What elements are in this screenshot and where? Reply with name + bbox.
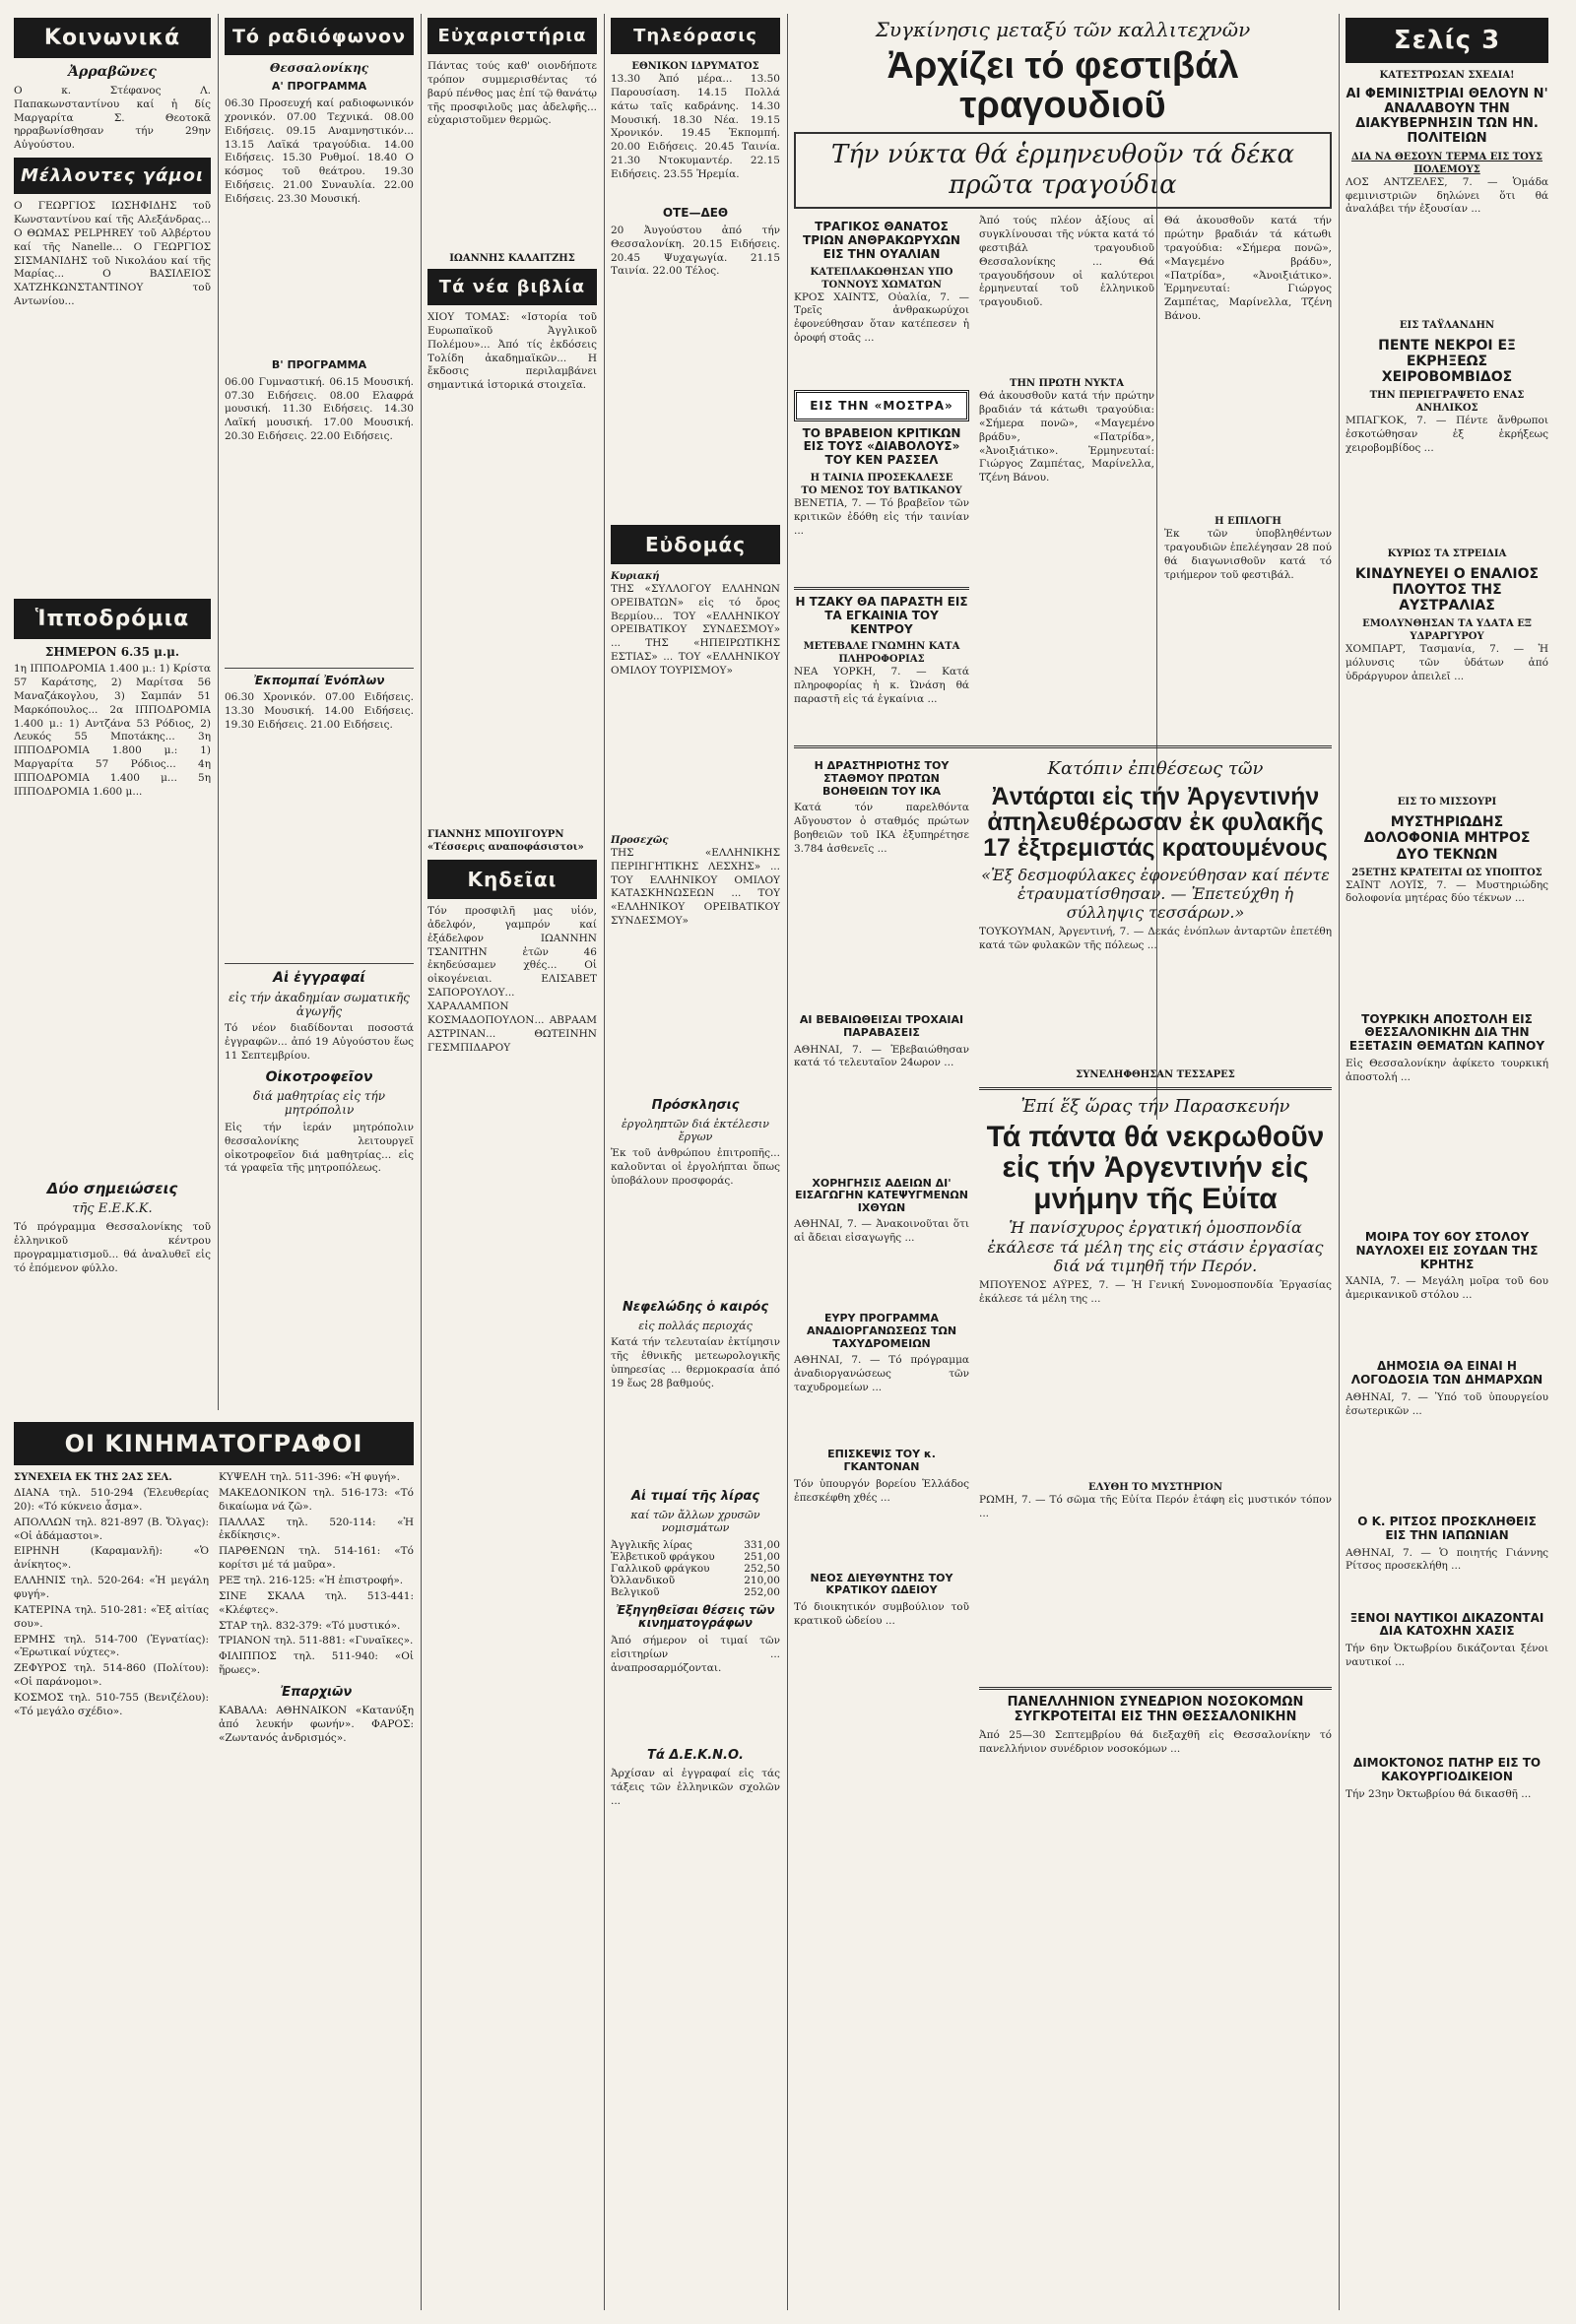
funerals-section-title: Κηδεῖαι [427,860,597,899]
mostra-text: ΒΕΝΕΤΙΑ, 7. — Τό βραβεῖον τῶν κριτικῶν ἐδόθη εἰς τήν ταινίαν ... [794,496,969,537]
argentina-stories [979,754,1332,1761]
radio-section-title: Τό ραδιόφωνον [225,18,414,55]
traffic-headline: ΑΙ ΒΕΒΑΙΩΘΕΙΣΑΙ ΤΡΟΧΑΙΑΙ ΠΑΡΑΒΑΣΕΙΣ [799,1013,964,1039]
conservatory-headline: ΝΕΟΣ ΔΙΕΥΘΥΝΤΗΣ ΤΟΥ ΚΡΑΤΙΚΟΥ ΩΔΕΙΟΥ [810,1571,953,1597]
first-night-text: Θά ἀκουσθοῦν κατά τήν πρώτην βραδιάν τά κάτωθι τραγούδια: «Σήμερα πονῶ», «Μαγεμένο βράδυ», «Πατρίδα», «Ἀνοιξιάτικο». Ἑρμηνευταί: Γιώργος Ζαμπέτας, Μαρίνελλα, Τζένη Βάνου. [979,390,1154,484]
gold-price-row: Ὀλλανδικοῦ 210,00 [611,1574,780,1586]
cinema-listing: ΚΥΨΕΛΗ τηλ. 511-396: «Ἡ φυγή». [219,1471,400,1483]
invitation-subheading: ἐργοληπτῶν διά ἐκτέλεσιν ἔργων [622,1117,769,1143]
mostra-subheadline-2: ΤΟ ΜΕΝΟΣ ΤΟΥ ΒΑΤΙΚΑΝΟΥ [801,484,962,496]
festival-headline: Ἀρχίζει τό φεστιβάλ τραγουδιοῦ [886,45,1239,126]
gold-prices-subheading: καί τῶν ἄλλων χρυσῶν νομισμάτων [630,1509,760,1535]
week-text: ΤΗΣ «ΣΥΛΛΟΓΟΥ ΕΛΛΗΝΩΝ ΟΡΕΙΒΑΤΩΝ» εἰς τό ὄρος Βερμίου... ΤΟΥ «ΕΛΛΗΝΙΚΟΥ ΟΡΕΙΒΑΤΙΚΟΥ ΣΥΝΔΕΣΜΟΥ» ... ΤΗΣ «ΗΠΕΙΡΩΤΙΚΗΣ ΕΣΤΙΑΣ» ... ΤΟΥ «ΕΛΛΗΝΙΚΟΥ ΟΜΙΛΟΥ ΤΟΥΡΙΣΜΟΥ» [611,582,780,677]
column-thanks [427,14,597,2298]
selection-heading: Η ΕΠΙΛΟΓΗ [1215,516,1281,528]
mostra-box: ΕΙΣ ΤΗΝ «ΜΟΣΤΡΑ» [794,390,969,421]
column-rule [218,14,219,1410]
gold-price-row: Ἑλβετικοῦ φράγκου 251,00 [611,1550,780,1563]
nurses-congress-text: Ἀπό 25—30 Σεπτεμβρίου θά διεξαχθῆ εἰς Θεσσαλονίκην τό πανελλήνιον συνέδριον νοσοκόμων ... [979,1728,1332,1755]
cinema-listing: ΡΕΞ τηλ. 216-125: «Ἡ ἐπιστροφή». [219,1575,404,1587]
postal-text: ΑΘΗΝΑΙ, 7. — Τό πρόγραμμα ἀναδιοργανώσεως τῶν ταχυδρομείων ... [794,1354,969,1394]
cinemas-intro: ΣΥΝΕΧΕΙΑ ΕΚ ΤΗΣ 2ΑΣ ΣΕΛ. [14,1472,172,1483]
argentina-text: ΤΟΥΚΟΥΜΑΝ, Ἀργεντινή, 7. — Δεκάς ἐνόπλων ἀνταρτῶν ἐπετέθη κατά τῶν φυλακῶν τῆς πόλεως ... [979,926,1332,952]
ika-headline: Η ΔΡΑΣΤΗΡΙΟΤΗΣ ΤΟΥ ΣΤΑΘΜΟΥ ΠΡΩΤΩΝ ΒΟΗΘΕΙΩΝ ΤΟΥ ΙΚΑ [814,759,950,798]
social-section-title: Κοινωνικά [14,18,211,58]
radio-program-b-text: 06.00 Γυμναστική. 06.15 Μουσική. 07.30 Ειδήσεις. 08.00 Ελαφρά μουσική. 11.30 Ειδήσεις. 14.30 Λαϊκή μουσική. 17.00 Μουσική. 20.30 Ειδήσεις. 22.00 Ειδήσεις. [225,375,414,443]
divider [794,587,969,590]
ritsos-headline: Ο Κ. ΡΙΤΣΟΣ ΠΡΟΣΚΛΗΘΕΙΣ ΕΙΣ ΤΗΝ ΙΑΠΩΝΙΑΝ [1357,1514,1537,1542]
cinema-listing: ΚΑΤΕΡΙΝΑ τηλ. 510-281: «Ἐξ αἰτίας σου». [14,1603,209,1630]
sailors-text: Τήν 6ην Ὀκτωβρίου δικάζονται ξένοι ναυτικοί ... [1346,1643,1548,1669]
father-headline: ΔΙΜΟΚΤΟΝΟΣ ΠΑΤΗΡ ΕΙΣ ΤΟ ΚΑΚΟΥΡΓΙΟΔΙΚΕΙΟΝ [1352,1756,1542,1783]
sailors-headline: ΞΕΝΟΙ ΝΑΥΤΙΚΟΙ ΔΙΚΑΖΟΝΤΑΙ ΔΙΑ ΚΑΤΟΧΗΝ ΧΑΣΙΣ [1349,1610,1544,1639]
provinces-text: ΚΑΒΑΛΑ: ΑΘΗΝΑΙΚΟΝ «Κατανύξη ἀπό λευκήν φωνήν». ΦΑΡΟΣ: «Ζωντανός ἀνδρισμός». [219,1704,414,1744]
weddings-section-title: Μέλλοντες γάμοι [14,158,211,194]
divider [979,1087,1332,1090]
mayors-headline: ΔΗΜΟΣΙΑ ΘΑ ΕΙΝΑΙ Η ΛΟΓΟΔΟΣΙΑ ΤΩΝ ΔΗΜΑΡΧΩΝ [1350,1359,1543,1388]
divider [979,1687,1332,1690]
thanks-text: Πάντας τούς καθ' οιονδήποτε τρόπον συμμερισθέντας τό βαρύ πένθος μας ἐπί τῷ θανάτῳ τῆς προσφιλοῦς μας ἀδελφῆς... εὐχαριστοῦμεν θερμῶς. [427,60,597,127]
evita-headline: Τά πάντα θά νεκρωθοῦν εἰς τήν Ἀργεντινήν εἰς μνήμην τῆς Εὐίτα [986,1120,1325,1215]
miners-headline: ΤΡΑΓΙΚΟΣ ΘΑΝΑΤΟΣ ΤΡΙΩΝ ΑΝΘΡΑΚΩΡΥΧΩΝ ΕΙΣ ΤΗΝ ΟΥΑΛΙΑΝ [803,220,960,261]
armed-forces-text: 06.30 Χρονικόν. 07.00 Ειδήσεις. 13.30 Μουσική. 14.00 Ειδήσεις. 19.30 Ειδήσεις. 21.00 Ειδήσεις. [225,691,414,732]
weather-subheading: εἰς πολλάς περιοχάς [638,1320,753,1333]
gold-prices-table [611,1539,780,1598]
center-news [794,14,1332,2298]
upcoming-heading: Προσεχῶς [611,834,669,846]
radio-city: Θεσσαλονίκης [269,61,369,75]
weather-text: Κατά τήν τελευταίαν ἐκτίμησιν τῆς ἐθνικῆς μετεωρολογικῆς ὑπηρεσίας ... θερμοκρασία ἀπό 19 ἕως 28 βαθμούς. [611,1336,780,1389]
cinema-listing: ΣΙΝΕ ΣΚΑΛΑ τηλ. 513-441: «Κλέφτες». [219,1589,414,1616]
boarding-heading: Οἰκοτροφεῖον [265,1068,373,1085]
mostra-headline: ΤΟ ΒΡΑΒΕΙΟΝ ΚΡΙΤΙΚΩΝ ΕΙΣ ΤΟΥΣ «ΔΙΑΒΟΛΟΥΣ» ΤΟΥ ΚΕΝ ΡΑΣΣΕΛ [802,425,961,468]
cinema-prices-text: Ἀπό σήμερον οἱ τιμαί τῶν εἰσιτηρίων ... ἀναπροσαρμόζονται. [611,1635,780,1674]
two-notes-subheading: τῆς Ε.Ε.Κ.Κ. [72,1201,153,1217]
dekno-text: Ἀρχίσαν αἱ ἐγγραφαί εἰς τάς τάξεις τῶν ἑλληνικῶν σχολῶν ... [611,1768,780,1807]
cinema-listing: ΣΤΑΡ τηλ. 832-379: «Τό μυστικό». [219,1619,401,1632]
gold-price-row: Βελγικοῦ 252,00 [611,1585,780,1598]
evita-subheadline: Ἡ πανίσχυρος ἐργατική ὁμοσπονδία ἐκάλεσε τά μέλη της εἰς στάσιν ἐργασίας διά νά τιμηθῆ τήν Περόν. [987,1218,1324,1275]
radio-program-b-heading: Β' ΠΡΟΓΡΑΜΜΑ [271,358,367,372]
column-rule [787,14,788,2310]
armed-forces-heading: Ἐκπομπαί Ἐνόπλων [253,673,385,687]
australia-text: ΧΟΜΠΑΡΤ, Τασμανία, 7. — Ἡ μόλυνσις τῶν ὑδάτων ἀπό ὑδράργυρον ἀπειλεῖ ... [1346,643,1548,683]
murder-text: ΣΑΪΝΤ ΛΟΥΪΣ, 7. — Μυστηριώδης δολοφονία μητέρας δύο τέκνων ... [1346,878,1548,905]
father-text: Τήν 23ην Ὀκτωβρίου θά δικασθῆ ... [1346,1787,1532,1800]
cinema-listing: ΕΙΡΗΝΗ (Καραμανλῆ): «Ὁ ἀνίκητος». [14,1545,209,1572]
mystery-text: ΡΩΜΗ, 7. — Τό σῶμα τῆς Εὐίτα Περόν ἐτάφη εἰς μυστικόν τόπον ... [979,1493,1332,1519]
tv-station: ΕΘΝΙΚΟΝ ΙΔΡΥΜΑΤΟΣ [631,61,759,72]
cinema-listing: ΖΕΦΥΡΟΣ τηλ. 514-860 (Πολίτου): «Οἱ παράνομοι». [14,1662,209,1689]
oysters-kicker: ΚΥΡΙΩΣ ΤΑ ΣΤΡΕΙΔΙΑ [1387,549,1507,560]
feminists-subheadline: ΔΙΑ ΝΑ ΘΕΣΟΥΝ ΤΕΡΜΑ ΕΙΣ ΤΟΥΣ ΠΟΛΕΜΟΥΣ [1350,151,1543,175]
newspaper-page [14,14,1562,2310]
feminists-kicker: ΚΑΤΕΣΤΡΩΣΑΝ ΣΧΕΔΙΑ! [1379,70,1515,81]
cinema-listing: ΑΠΟΛΛΩΝ τηλ. 821-897 (Β. Ὄλγας): «Οἱ ἀδάμαστοι». [14,1516,209,1542]
divider [225,963,414,964]
ritsos-text: ΑΘΗΝΑΙ, 7. — Ὁ ποιητής Γιάννης Ρίτσος προσεκλήθη ... [1346,1546,1548,1573]
thanks-section-title: Εὐχαριστήρια [427,18,597,54]
funerals-text: Τόν προσφιλῆ μας υἱόν, ἀδελφόν, γαμπρόν καί ἐξάδελφον ΙΩΑΝΝΗΝ ΤΣΑΝΙΤΗΝ ἐτῶν 46 ἐκηδεύσαμεν χθές... Οἱ οἰκογένειαι. ΕΛΙΣΑΒΕΤ ΣΑΠΟΡΟΥΛΟΥ... ΧΑΡΑΛΑΜΠΟΝ ΚΟΣΜΑΔΟΠΟΥΛΟΝ... ΑΒΡΑΑΜ ΑΣΤΡΙΝΑΝ... ΘΩΤΕΙΝΗΝ ΓΕΣΜΠΙΔΑΡΟΥ [427,905,597,1054]
cinemas-title: ΟΙ ΚΙΝΗΜΑΤΟΓΡΑΦΟΙ [14,1422,414,1465]
grenade-text: ΜΠΑΓΚΟΚ, 7. — Πέντε ἄνθρωποι ἐσκοτώθησαν ἐξ ἐκρήξεως χειροβομβίδος ... [1346,415,1548,454]
registration-heading: Αἱ ἐγγραφαί [273,970,365,987]
cinema-prices-heading: Ἐξηγηθεῖσαι θέσεις τῶν κινηματογράφων [616,1602,775,1631]
invitation-text: Ἐκ τοῦ ἀνθρώπου ἐπιτροπῆς... καλοῦνται οἱ ἐργολήπται ὅπως ὑποβάλουν προσφοράς. [611,1147,780,1187]
feminists-text: ΛΟΣ ΑΝΤΖΕΛΕΣ, 7. — Ὁμάδα φεμινιστριῶν δηλώνει ὅτι θά ἀναλάβει τήν ἐξουσίαν ... [1346,175,1548,216]
first-night-heading: ΤΗΝ ΠΡΩΤΗ ΝΥΚΤΑ [1010,378,1124,390]
turkish-headline: ΤΟΥΡΚΙΚΗ ΑΠΟΣΤΟΛΗ ΕΙΣ ΘΕΣΣΑΛΟΝΙΚΗΝ ΔΙΑ ΤΗΝ ΕΞΕΤΑΣΙΝ ΘΕΜΑΤΩΝ ΚΑΠΝΟΥ [1348,1011,1545,1054]
festival-subheadline: Τήν νύκτα θά ἑρμηνευθοῦν τά δέκα πρῶτα τραγούδια [794,132,1332,209]
tv-text: 13.30 Ἀπό μέρα... 13.50 Παρουσίαση. 14.15 Πολλά κάτω ταῖς καδράνης. 14.30 Μουσική. 18.30 Νέα. 19.15 Χρονικόν. 19.45 Ἐκπομπή. 20.00 Ειδήσεις. 20.45 Ταινία. 21.30 Ντοκυμαντέρ. 22.15 Ειδήσεις. 23.55 Ἠρεμία. [611,73,780,181]
thailand-kicker: ΕΙΣ ΤΑΫΛΑΝΔΗΝ [1399,319,1495,331]
conservatory-text: Τό διοικητικόν συμβούλιον τοῦ κρατικοῦ ὠδείου ... [794,1600,969,1627]
cinema-listing: ΚΟΣΜΟΣ τηλ. 510-755 (Βενιζέλου): «Τό μεγάλο σχέδιο». [14,1692,209,1717]
cinema-listing: ΜΑΚΕΔΟΝΙΚΟΝ τηλ. 516-173: «Τό δικαίωμα νά ζῶ». [219,1486,414,1513]
argentina-subheadline: «Ἐξ δεσμοφύλακες ἐφονεύθησαν καί πέντε ἐτραυματίσθησαν. — Ἐπετεύχθη ἡ σύλληψις τεσσάρων.» [981,865,1330,923]
divider [225,668,414,669]
column-rule [604,14,605,2310]
radio-program-a-heading: Α' ΠΡΟΓΡΑΜΜΑ [271,80,367,94]
festival-text: Ἀπό τούς πλέον ἀξίους αἱ συγκλίνουσαι τῆς νύκτα κατά τό φεστιβάλ τραγουδιοῦ Θεσσαλονίκης ... Θά τραγουδήσουν οἱ καλύτεροι ἑρμηνευταί τοῦ ἑλληνικοῦ τραγουδιοῦ. [979,215,1154,309]
cinema-listing: ΤΡΙΑΝΟΝ τηλ. 511-881: «Γυναῖκες». [219,1635,414,1647]
radio-program-a-text: 06.30 Προσευχή καί ραδιοφωνικόν χρονικόν. 07.00 Τεχνικά. 08.00 Ειδήσεις. 09.15 Αναμνηστικόν... 13.15 Λαϊκά τραγούδια. 14.00 Ειδήσεις. 15.30 Ρυθμοί. 18.40 Ο κόσμος τοῦ θεάτρου. 19.30 Ειδήσεις. 21.00 Συναυλία. 22.00 Ειδήσεις. 23.30 Μουσική. [225,97,414,206]
jackie-text: ΝΕΑ ΥΟΡΚΗ, 7. — Κατά πληροφορίας ἡ κ. Ὠνάση θά παραστῆ εἰς τά ἐγκαίνια ... [794,666,969,706]
grenade-subheadline: ΤΗΝ ΠΕΡΙΕΓΡΑΨΕΤΟ ΕΝΑΣ ΑΝΗΛΙΚΟΣ [1369,390,1525,415]
cinema-listing: ΠΑΛΛΑΣ τηλ. 520-114: «Ἡ ἐκδίκησις». [219,1516,414,1542]
new-books-text: ΧΙΟΥ ΤΟΜΑΣ: «Ιστορία τοῦ Ευρωπαϊκοῦ Ἀγγλικοῦ Πολέμου»... Ἀπό τίς ἐκδόσεις Τολίδη ἀκαδημαϊκῶν... Η ἔκδοσις περιλαμβάνει σημαντικά ἱστορικά στοιχεῖα. [427,311,597,392]
divider [794,745,1332,748]
boarding-text: Εἰς τήν ἱεράν μητρόπολιν θεσσαλονίκης λειτουργεῖ οἰκοτροφεῖον διά μαθητρίας... εἰς τά γραφεῖα τῆς μητροπόλεως. [225,1121,414,1175]
feminists-headline: ΑΙ ΦΕΜΙΝΙΣΤΡΙΑΙ ΘΕΛΟΥΝ Ν' ΑΝΑΛΑΒΟΥΝ ΤΗΝ ΔΙΑΚΥΒΕΡΝΗΣΙΝ ΤΩΝ ΗΝ. ΠΟΛΙΤΕΙΩΝ [1346,87,1548,146]
horse-racing-title: Ἱπποδρόμια [14,599,211,639]
week-subheading: Κυριακή [611,570,660,582]
cinemas-column-right [219,1471,414,1748]
arrests-heading: ΣΥΝΕΛΗΦΘΗΣΑΝ ΤΕΣΣΑΡΕΣ [1076,1069,1235,1081]
provinces-heading: Ἐπαρχιῶν [280,1685,353,1701]
mostra-subheadline: Η ΤΑΙΝΙΑ ΠΡΟΣΕΚΑΛΕΣΕ [810,472,953,484]
brief-news [794,754,969,1761]
column-radio [225,14,414,1402]
two-notes-heading: Δύο σημειώσεις [46,1180,178,1198]
festival-continuation [1164,215,1332,740]
invitation-heading: Πρόσκλησις [651,1097,740,1113]
engagements-heading: Ἀρραβῶνες [68,64,157,80]
australia-headline: ΚΙΝΔΥΝΕΥΕΙ Ο ΕΝΑΛΙΟΣ ΠΛΟΥΤΟΣ ΤΗΣ ΑΥΣΤΡΑΛΙΑΣ [1354,566,1540,614]
dekno-heading: Τά Δ.Ε.Κ.Ν.Ο. [647,1748,744,1764]
evita-text: ΜΠΟΥΕΝΟΣ ΑΫΡΕΣ, 7. — Ἡ Γενική Συνομοσπονδία Ἐργασίας ἐκάλεσε τά μέλη της ... [979,1278,1332,1305]
cinema-listing: ΕΛΛΗΝΙΣ τηλ. 520-264: «Ἡ μεγάλη φυγή». [14,1575,209,1601]
jackie-headline: Η ΤΖΑΚΥ ΘΑ ΠΑΡΑΣΤΗ ΕΙΣ ΤΑ ΕΓΚΑΙΝΙΑ ΤΟΥ ΚΕΝΤΡΟΥ [795,594,968,636]
murder-subheadline: 25ΕΤΗΣ ΚΡΑΤΕΙΤΑΙ ΩΣ ΥΠΟΠΤΟΣ [1351,867,1543,878]
festival-kicker: Συγκίνησις μεταξύ τῶν καλλιτεχνῶν [875,18,1251,41]
registration-text: Τό νέον διαδίδονται ποσοστά ἐγγραφῶν... ἀπό 19 Αὐγούστου ἕως 11 Σεπτεμβρίου. [225,1022,414,1063]
ote-heading: ΟΤΕ—ΔΕΘ [662,206,729,220]
tv-section-title: Τηλεόρασις [611,18,780,54]
visit-headline: ΕΠΙΣΚΕΨΙΣ ΤΟΥ κ. ΓΚΑΝΤΟΝΑΝ [827,1448,936,1474]
jackie-subheadline: ΜΕΤΕΒΑΛΕ ΓΝΩΜΗΝ ΚΑΤΑ ΠΛΗΡΟΦΟΡΙΑΣ [803,641,960,666]
fish-headline: ΧΟΡΗΓΗΣΙΣ ΑΔΕΙΩΝ ΔΙ' ΕΙΣΑΓΩΓΗΝ ΚΑΤΕΨΥΓΜΕΝΩΝ ΙΧΘΥΩΝ [795,1176,968,1214]
upcoming-text: ΤΗΣ «ΕΛΛΗΝΙΚΗΣ ΠΕΡΙΗΓΗΤΙΚΗΣ ΛΕΣΧΗΣ» ... ΤΟΥ ΕΛΛΗΝΙΚΟΥ ΟΜΙΛΟΥ ΚΑΤΑΣΚΗΝΩΣΕΩΝ ... ΤΟΥ «ΕΛΛΗΝΙΚΟΥ ΟΡΕΙΒΑΤΙΚΟΥ ΣΥΝΔΕΣΜΟΥ» [611,846,780,928]
missouri-kicker: ΕΙΣ ΤΟ ΜΙΣΣΟΥΡΙ [1397,797,1497,808]
murder-headline: ΜΥΣΤΗΡΙΩΔΗΣ ΔΟΛΟΦΟΝΙΑ ΜΗΤΡΟΣ ΔΥΟ ΤΕΚΝΩΝ [1363,814,1531,863]
grenade-headline: ΠΕΝΤΕ ΝΕΚΡΟΙ ΕΞ ΕΚΡΗΞΕΩΣ ΧΕΙΡΟΒΟΜΒΙΔΟΣ [1378,337,1516,385]
weather-heading: Νεφελώδης ὁ καιρός [622,1300,769,1316]
turkish-text: Εἰς Θεσσαλονίκην ἀφίκετο τουρκική ἀποστολή ... [1346,1057,1548,1083]
horse-racing-date: ΣΗΜΕΡΟΝ 6.35 μ.μ. [44,645,180,660]
thanks-signature: ΙΩΑΝΝΗΣ ΚΑΛΑΙΤΖΗΣ [449,253,575,264]
evita-kicker: Ἐπί ἕξ ὥρας τήν Παρασκευήν [1020,1096,1290,1118]
australia-subheadline: ΕΜΟΛΥΝΘΗΣΑΝ ΤΑ ΥΔΑΤΑ ΕΞ ΥΔΡΑΡΓΥΡΟΥ [1362,618,1532,643]
column-world [1346,14,1548,2298]
argentina-kicker: Κατόπιν ἐπιθέσεως τῶν [1047,758,1264,780]
registration-subheading: εἰς τήν ἀκαδημίαν σωματικῆς ἀγωγῆς [229,990,410,1018]
traffic-text: ΑΘΗΝΑΙ, 7. — Ἐβεβαιώθησαν κατά τό τελευταῖον 24ωρον ... [794,1043,969,1069]
accident-story [794,215,969,740]
cinemas-section [14,1418,414,2304]
visit-text: Τόν ὑπουργόν βορείου Ἑλλάδος ἐπεσκέφθη χθές ... [794,1477,969,1504]
column-rule [1339,14,1340,2310]
weddings-text: Ο ΓΕΩΡΓΙΟΣ ΙΩΣΗΦΙΔΗΣ τοῦ Κωνσταντίνου καί τῆς Αλεξάνδρας... Ο ΘΩΜΑΣ PELPHREY τοῦ Αλβέρτου καί τῆς Nanelle... Ο ΓΕΩΡΓΙΟΣ ΣΙΣΜΑΝΙΔΗΣ τοῦ Νικολάου καί τῆς Μαρίας... Ο ΒΑΣΙΛΕΙΟΣ ΧΑΤΖΗΚΩΝΣΤΑΝΤΙΝΟΥ τοῦ Αντωνίου... [14,200,211,308]
new-books-entry: ΓΙΑΝΝΗΣ ΜΠΟΥΙΓΟΥΡΝ «Τέσσερις αναποφάσιστοι» [427,829,584,853]
festival-main-story [979,215,1154,740]
festival-body [794,215,1332,740]
argentina-headline: Ἀντάρται εἰς τήν Ἀργεντινήν ἀπηλευθέρωσαν ἐκ φυλακῆς 17 ἐξτρεμιστάς κρατουμένους [983,782,1328,863]
miners-subheadline: ΚΑΤΕΠΛΑΚΩΘΗΣΑΝ ΥΠΟ ΤΟΝΝΟΥΣ ΧΩΜΑΤΩΝ [810,266,953,290]
new-books-title: Τά νέα βιβλία [427,269,597,305]
two-notes-text: Τό πρόγραμμα Θεσσαλονίκης τοῦ ἑλληνικοῦ κέντρου προγραμματισμοῦ... θά ἀναλυθεῖ εἰς τό ἑπόμενον φύλλο. [14,1220,211,1274]
selection-text: Ἐκ τῶν ὑποβληθέντων τραγουδιῶν ἐπελέγησαν 28 πού θά διαγωνισθοῦν κατά τό τριήμερον τοῦ φεστιβάλ. [1164,528,1332,581]
cinema-listing: ΔΙΑΝΑ τηλ. 510-294 (Ἐλευθερίας 20): «Τό κύκνειο ἆσμα». [14,1487,209,1513]
cinema-listing: ΕΡΜΗΣ τηλ. 514-700 (Ἐγνατίας): «Ἐρωτικαί νύχτες». [14,1633,209,1659]
ika-text: Κατά τόν παρελθόντα Αὔγουστον ὁ σταθμός πρώτων βοηθειῶν τοῦ ΙΚΑ ἐξυπηρέτησε 3.784 ἀσθενεῖς ... [794,802,969,855]
column-rule [421,14,422,2310]
festival-continuation-text: Θά ἀκουσθοῦν κατά τήν πρώτην βραδιάν τά κάτωθι τραγούδια: «Σήμερα πονῶ», «Μαγεμένο βράδυ», «Πατρίδα», «Ἀνοιξιάτικο». Ἑρμηνευταί: Γιώργος Ζαμπέτας, Μαρίνελλα, Τζένη Βάνου. [1164,215,1332,323]
week-section-title: Εὐδομάς [611,525,780,564]
fish-text: ΑΘΗΝΑΙ, 7. — Ἀνακοινοῦται ὅτι αἱ ἄδειαι εἰσαγωγῆς ... [794,1218,969,1245]
mystery-heading: ΕΛΥΘΗ ΤΟ ΜΥΣΤΗΡΙΟΝ [1087,1481,1222,1493]
nurses-congress-headline: ΠΑΝΕΛΛΗΝΙΟΝ ΣΥΝΕΔΡΙΟΝ ΝΟΣΟΚΟΜΩΝ ΣΥΓΚΡΟΤΕΙΤΑΙ ΕΙΣ ΤΗΝ ΘΕΣΣΑΛΟΝΙΚΗΝ [1007,1694,1304,1724]
boarding-subheading: διά μαθητρίας εἰς τήν μητρόπολιν [252,1089,385,1118]
gold-prices-heading: Αἱ τιμαί τῆς λίρας [630,1489,760,1505]
column-tv [611,14,780,2298]
lower-center [794,754,1332,1761]
horse-racing-text: 1η ΙΠΠΟΔΡΟΜΙΑ 1.400 μ.: 1) Κρίστα 57 Καράτσης, 2) Μαρίτσα 56 Μαναζάκογλου, 3) Σαμπάν 51 Μαρκόπουλος... 2α ΙΠΠΟΔΡΟΜΙΑ 1.400 μ.: 1) Αντζάνα 53 Ρόδιος, 2) Λευκός 55 Μποτάκης... 3η ΙΠΠΟΔΡΟΜΙΑ 1.800 μ.: 1) Μαργαρίτα 57 Ρόδιος... 4η ΙΠΠΟΔΡΟΜΙΑ 1.400 μ... 5η ΙΠΠΟΔΡΟΜΙΑ 1.600 μ... [14,663,211,798]
gold-price-row: Ἀγγλικῆς λίρας 331,00 [611,1538,780,1551]
cinemas-columns [14,1471,414,1748]
column-social [14,14,211,1402]
cinema-listing: ΦΙΛΙΠΠΟΣ τηλ. 511-940: «Οἱ ἥρωες». [219,1650,414,1677]
ote-text: 20 Ἀυγούστου ἀπό τήν Θεσσαλονίκη. 20.15 Ειδήσεις. 20.45 Ψυχαγωγία. 21.15 Ταινία. 22.00 Τέλος. [611,224,780,278]
engagements-text: Ο κ. Στέφανος Λ. Παπακωνσταντίνου καί ἡ δίς Μαργαρίτα Σ. Θεοτοκᾶ ηρραβωνίσθησαν τήν 29ην Αὐγούστου. [14,84,211,152]
gold-price-row: Γαλλικοῦ φράγκου 252,50 [611,1562,780,1575]
cinemas-column-left [14,1471,209,1748]
miners-text: ΚΡΟΣ ΧΑΙΝΤΣ, Οὐαλία, 7. — Τρεῖς ἀνθρακωρύχοι ἐφονεύθησαν ὅταν κατέπεσεν ἡ ὀροφή στοᾶς ... [794,290,969,345]
postal-headline: ΕΥΡΥ ΠΡΟΓΡΑΜΜΑ ΑΝΑΔΙΟΡΓΑΝΩΣΕΩΣ ΤΩΝ ΤΑΧΥΔΡΟΜΕΙΩΝ [806,1312,957,1350]
fleet-text: ΧΑΝΙΑ, 7. — Μεγάλη μοῖρα τοῦ 6ου ἀμερικανικοῦ στόλου ... [1346,1275,1548,1302]
page-number-banner: Σελίς 3 [1346,18,1548,63]
fleet-headline: ΜΟΙΡΑ ΤΟΥ 6ΟΥ ΣΤΟΛΟΥ ΝΑΥΛΟΧΕΙ ΕΙΣ ΣΟΥΔΑΝ ΤΗΣ ΚΡΗΤΗΣ [1355,1229,1539,1271]
cinema-listing: ΠΑΡΘΕΝΩΝ τηλ. 514-161: «Τό κορίτσι μέ τά μαῦρα». [219,1545,414,1572]
mayors-text: ΑΘΗΝΑΙ, 7. — Ὑπό τοῦ ὑπουργείου ἐσωτερικῶν ... [1346,1390,1548,1417]
